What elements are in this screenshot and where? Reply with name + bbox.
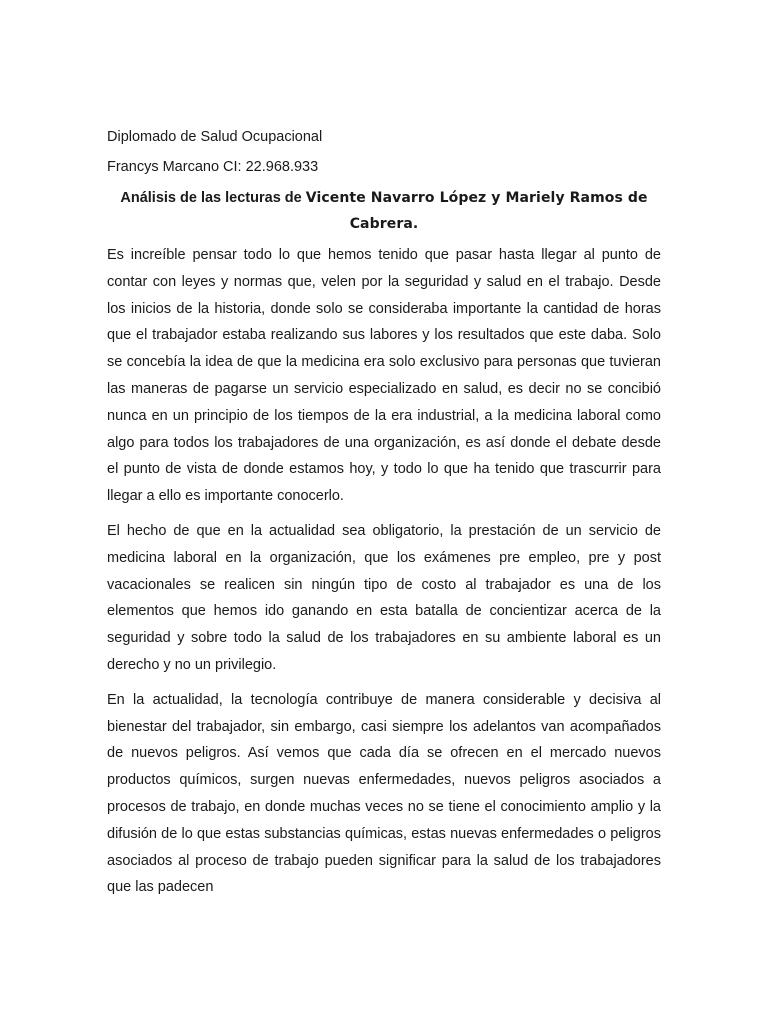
author-line: Francys Marcano CI: 22.968.933 (107, 159, 319, 175)
title-authors: Vicente Navarro López y Mariely Ramos de Cabrera. (305, 190, 648, 232)
paragraph-2: El hecho de que en la actualidad sea obligatorio, la prestación de un servicio de medicina laboral en la organización, que los exámenes pre empleo, pre y post vacacionales se realicen sin ningún tipo de costo al trabajador es una de los elementos que hemos ido ganando en esta batalla de concientizar acerca de la seguridad y sobre todo la salud de los trabajadores en su ambiente laboral es un derecho y no un privilegio. (107, 522, 661, 673)
paragraph-1: Es increíble pensar todo lo que hemos tenido que pasar hasta llegar al punto de contar con leyes y normas que, velen por la seguridad y salud en el trabajo. Desde los inicios de la historia, donde solo se consideraba importante la cantidad de horas que el trabajador estaba realizando sus labores y los resultados que este daba. Solo se concebía la idea de que la medicina era solo exclusivo para personas que tuvieran las maneras de pagarse un servicio especializado en salud, es decir no se concibió nunca en un principio de los tiempos de la era industrial, a la medicina laboral como algo para todos los trabajadores de una organización, es así donde el debate desde el punto de vista de donde estamos hoy, y todo lo que ha tenido que trascurrir para llegar a ello es importante conocerlo. (107, 247, 661, 505)
paragraph-3: En la actualidad, la tecnología contribuye de manera considerable y decisiva al bienestar del trabajador, sin embargo, casi siempre los adelantos van acompañados de nuevos peligros. Así vemos que cada día se ofrecen en el mercado nuevos productos químicos, surgen nuevas enfermedades, nuevos peligros asociados a procesos de trabajo, en donde muchas veces no se tiene el conocimiento amplio y la difusión de lo que estas substancias químicas, estas nuevas enfermedades o peligros asociados al proceso de trabajo pueden significar para la salud de los trabajadores que las padecen (107, 691, 661, 896)
course-name: Diplomado de Salud Ocupacional (107, 129, 323, 145)
document-body (107, 125, 661, 909)
title-prefix: Análisis de las lecturas de (120, 190, 306, 206)
document-title (107, 185, 661, 237)
